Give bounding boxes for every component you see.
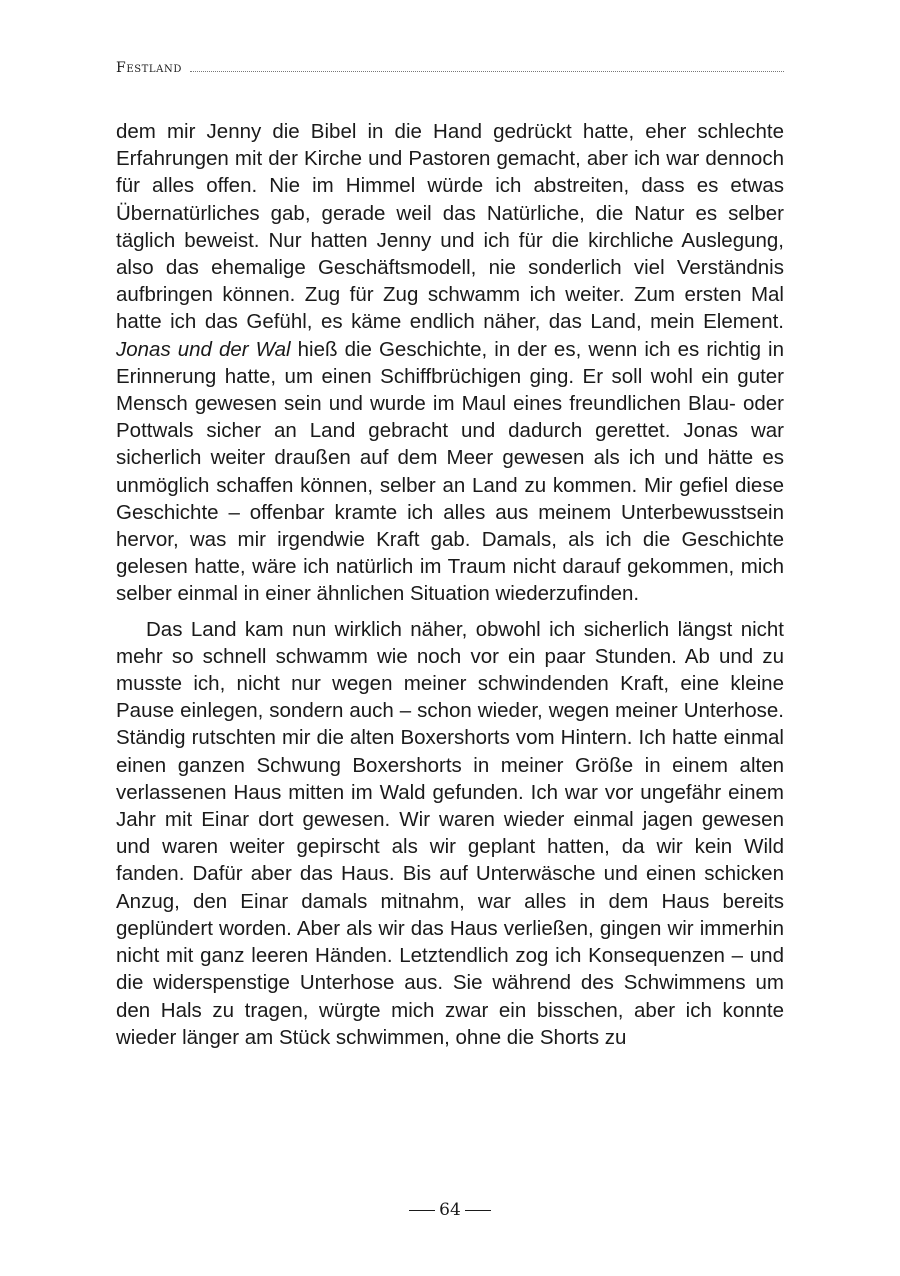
paragraph-2-text: Das Land kam nun wirklich näher, obwohl ich sicherlich längst nicht mehr so schnell schwamm wie noch vor ein paar Stunden. Ab und zu musste ich, nicht nur wegen meiner schwindenden Kraft, eine kleine Pause einlegen, sondern auch – schon wieder, wegen meiner Unterhose. Ständig rutschten mir die alten Boxershorts vom Hintern. Ich hatte einmal einen ganzen Schwung Boxershorts in meiner Größe in einem alten verlassenen Haus mitten im Wald gefunden. Ich war vor ungefähr einem Jahr mit Einar dort gewesen. Wir waren wieder einmal jagen gewesen und waren weiter gepirscht als wir geplant hatten, da wir kein Wild fanden. Dafür aber das Haus. Bis auf Unterwäsche und einen schicken Anzug, den Einar damals mitnahm, war alles in dem Haus bereits geplündert worden. Aber als wir das Haus verließen, gingen wir immerhin nicht mit ganz leeren Händen. Letztendlich zog ich Konsequenzen – und die widerspenstige Unterhose aus. Sie während des Schwimmens um den Hals zu tragen, würgte mich zwar ein bisschen, aber ich konnte wieder länger am Stück schwimmen, ohne die Shorts zu bbox=[116, 617, 784, 1049]
body-text bbox=[116, 118, 784, 1051]
paragraph-1-text-b: hieß die Geschichte, in der es, wenn ich es richtig in Erinnerung hatte, um einen Schiffbrüchigen ging. Er soll wohl ein guter Mensch gewesen sein und wurde im Maul eines freundlichen Blau- oder Pottwals sicher an Land gebracht und dadurch gerettet. Jonas war sicherlich weiter draußen auf dem Meer gewesen als ich und hätte es unmöglich schaffen können, selber an Land zu kommen. Mir gefiel diese Geschichte – offenbar kramte ich alles aus meinem Unterbewusstsein hervor, was mir irgendwie Kraft gab. Damals, als ich die Geschichte gelesen hatte, wäre ich natürlich im Traum nicht darauf gekommen, mich selber einmal in einer ähnlichen Situation wiederzufinden. bbox=[116, 337, 784, 606]
page-number-footer bbox=[0, 1199, 900, 1221]
paragraph-1 bbox=[116, 118, 784, 608]
folio-dash-left bbox=[409, 1210, 435, 1211]
running-header bbox=[116, 58, 784, 78]
page-number: 64 bbox=[439, 1200, 461, 1220]
header-dotted-rule bbox=[190, 71, 784, 72]
paragraph-1-text-a: dem mir Jenny die Bibel in die Hand gedrückt hatte, eher schlechte Erfahrungen mit der Kirche und Pastoren gemacht, aber ich war dennoch für alles offen. Nie im Himmel würde ich abstreiten, dass es etwas Übernatürliches gab, gerade weil das Natürliche, die Natur es selber täglich beweist. Nur hatten Jenny und ich für die kirchliche Auslegung, also das ehemalige Geschäftsmodell, nie sonderlich viel Verständnis aufbringen können. Zug für Zug schwamm ich weiter. Zum ersten Mal hatte ich das Gefühl, es käme endlich näher, das Land, mein Element. bbox=[116, 120, 784, 334]
folio-dash-right bbox=[465, 1210, 491, 1211]
book-title-jonas: Jonas und der Wal bbox=[116, 337, 291, 361]
chapter-title: Festland bbox=[116, 60, 182, 76]
paragraph-2 bbox=[116, 616, 784, 1051]
